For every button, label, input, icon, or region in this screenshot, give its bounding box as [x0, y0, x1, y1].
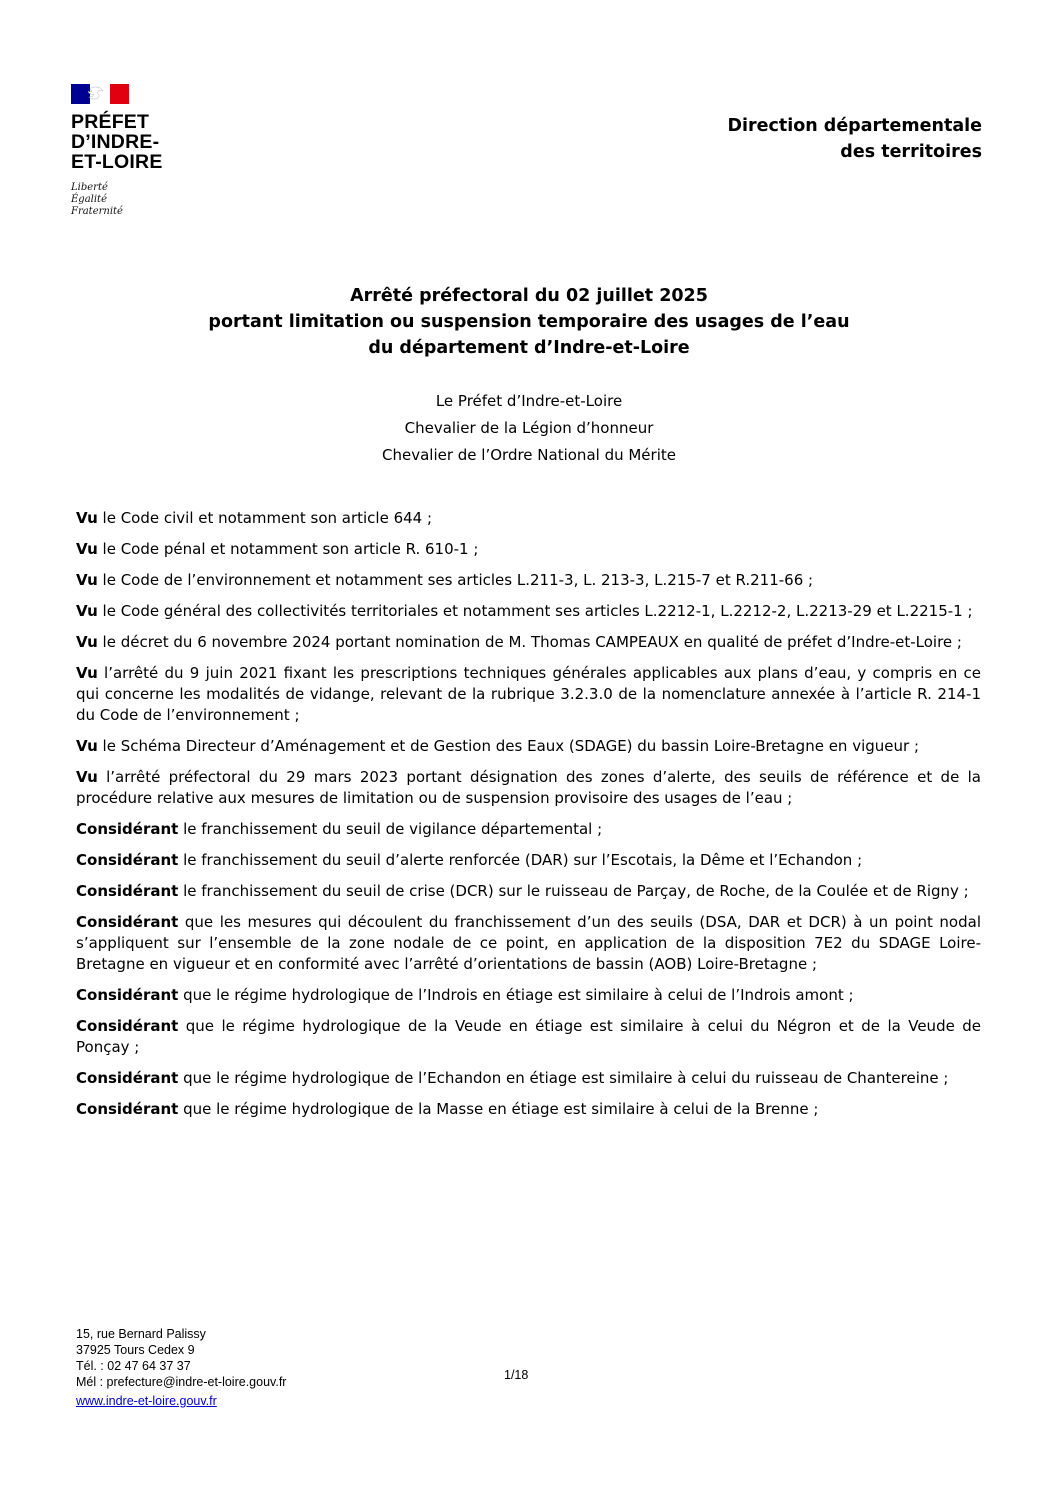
devise: [71, 182, 211, 218]
paragraph-keyword: Considérant: [76, 851, 179, 869]
visa-paragraph: [76, 767, 981, 809]
paragraph-keyword: Considérant: [76, 913, 179, 931]
visa-paragraph: [76, 736, 981, 757]
considerant-paragraph: [76, 850, 981, 871]
address-line: Tél. : 02 47 64 37 37: [76, 1359, 191, 1373]
prefet-qualite: [0, 388, 1058, 469]
considerant-paragraph: [76, 819, 981, 840]
title-line: portant limitation ou suspension temporaire des usages de l’eau: [208, 312, 850, 332]
qualite-line: Le Préfet d’Indre-et-Loire: [435, 392, 623, 410]
paragraph-keyword: Vu: [76, 737, 98, 755]
paragraph-keyword: Considérant: [76, 820, 179, 838]
prefet-line: ET-LOIRE: [71, 151, 163, 173]
paragraph-text: le franchissement du seuil de vigilance départemental ;: [178, 820, 603, 838]
visa-paragraph: [76, 632, 981, 653]
prefet-line: D’INDRE-: [71, 131, 160, 153]
paragraph-keyword: Vu: [76, 602, 98, 620]
paragraph-keyword: Vu: [76, 768, 98, 786]
french-flag-icon: [71, 84, 129, 104]
visa-paragraph: [76, 601, 981, 622]
paragraph-keyword: Considérant: [76, 986, 179, 1004]
address-line: Mél : prefecture@indre-et-loire.gouv.fr: [76, 1375, 287, 1389]
paragraph-keyword: Vu: [76, 664, 98, 682]
visa-paragraph: [76, 539, 981, 560]
paragraph-text: l’arrêté préfectoral du 29 mars 2023 portant désignation des zones d’alerte, des seuils de référence et de la procédure relative aux mesures de limitation ou de suspension provisoire des usages de l’eau ;: [76, 768, 981, 807]
paragraph-text: que le régime hydrologique de la Masse en étiage est similaire à celui de la Brenne ;: [178, 1100, 819, 1118]
devise-line: Égalité: [71, 194, 107, 205]
page-number: 1/18: [504, 1368, 529, 1382]
paragraph-keyword: Vu: [76, 540, 98, 558]
paragraph-text: le décret du 6 novembre 2024 portant nomination de M. Thomas CAMPEAUX en qualité de préfet d’Indre-et-Loire ;: [97, 633, 962, 651]
title-line: Arrêté préfectoral du 02 juillet 2025: [350, 286, 708, 306]
paragraph-keyword: Considérant: [76, 1069, 179, 1087]
visa-paragraph: [76, 570, 981, 591]
title-line: du département d’Indre-et-Loire: [368, 338, 690, 358]
considerant-paragraph: [76, 1016, 981, 1058]
considerant-paragraph: [76, 912, 981, 975]
address-line: 15, rue Bernard Palissy: [76, 1327, 206, 1341]
considerant-paragraph: [76, 881, 981, 902]
considerant-paragraph: [76, 1068, 981, 1089]
paragraph-text: le Code de l’environnement et notamment ses articles L.211-3, L. 213-3, L.215-7 et R.211-66 ;: [97, 571, 814, 589]
direction-line: Direction départementale: [727, 116, 982, 136]
direction-line: des territoires: [840, 142, 982, 162]
direction-header: [727, 113, 982, 165]
devise-line: Liberté: [71, 182, 108, 193]
paragraph-text: le Schéma Directeur d’Aménagement et de Gestion des Eaux (SDAGE) du bassin Loire-Bretagne en vigueur ;: [97, 737, 920, 755]
document-title: [0, 283, 1058, 361]
qualite-line: Chevalier de l’Ordre National du Mérite: [382, 446, 676, 464]
document-body: [76, 508, 981, 1130]
marianne-icon: [85, 86, 107, 102]
paragraph-keyword: Considérant: [76, 1100, 179, 1118]
devise-line: Fraternité: [71, 206, 123, 217]
paragraph-text: que le régime hydrologique de la Veude en étiage est similaire à celui du Négron et de la Veude de Ponçay ;: [76, 1017, 981, 1056]
prefet-line: PRÉFET: [71, 111, 150, 133]
address-line: 37925 Tours Cedex 9: [76, 1343, 195, 1357]
paragraph-keyword: Vu: [76, 509, 98, 527]
paragraph-text: le Code pénal et notamment son article R. 610-1 ;: [97, 540, 479, 558]
paragraph-text: que le régime hydrologique de l’Echandon en étiage est similaire à celui du ruisseau de Chantereine ;: [178, 1069, 949, 1087]
prefet-title: [71, 112, 211, 172]
paragraph-keyword: Considérant: [76, 882, 179, 900]
visa-paragraph: [76, 508, 981, 529]
paragraph-text: l’arrêté du 9 juin 2021 fixant les prescriptions techniques générales applicables aux plans d’eau, y compris en ce qui concerne les modalités de vidange, relevant de la rubrique 3.2.3.0 de la nomenclature annexée à l’article R. 214-1 du Code de l’environnement ;: [76, 664, 981, 724]
considerant-paragraph: [76, 1099, 981, 1120]
paragraph-text: que le régime hydrologique de l’Indrois en étiage est similaire à celui de l’Indrois amont ;: [178, 986, 854, 1004]
paragraph-text: que les mesures qui découlent du franchissement d’un des seuils (DSA, DAR et DCR) à un point nodal s’appliquent sur l’ensemble de la zone nodale de ce point, en application de la disposition 7E2 du SDAGE Loire-Bretagne en vigueur et en conformité avec l’arrêté d’orientations de bassin (AOB) Loire-Bretagne ;: [76, 913, 981, 973]
prefecture-logo: [71, 84, 211, 218]
paragraph-text: le Code général des collectivités territoriales et notamment ses articles L.2212-1, L.2212-2, L.2213-29 et L.2215-1 ;: [97, 602, 973, 620]
paragraph-keyword: Vu: [76, 571, 98, 589]
paragraph-text: le Code civil et notamment son article 644 ;: [97, 509, 433, 527]
paragraph-keyword: Considérant: [76, 1017, 179, 1035]
website-link[interactable]: www.indre-et-loire.gouv.fr: [76, 1394, 217, 1408]
qualite-line: Chevalier de la Légion d’honneur: [404, 419, 654, 437]
considerant-paragraph: [76, 985, 981, 1006]
visa-paragraph: [76, 663, 981, 726]
paragraph-text: le franchissement du seuil d’alerte renforcée (DAR) sur l’Escotais, la Dême et l’Echandon ;: [178, 851, 863, 869]
footer-address: [76, 1326, 286, 1409]
paragraph-text: le franchissement du seuil de crise (DCR) sur le ruisseau de Parçay, de Roche, de la Coulée et de Rigny ;: [178, 882, 969, 900]
paragraph-keyword: Vu: [76, 633, 98, 651]
